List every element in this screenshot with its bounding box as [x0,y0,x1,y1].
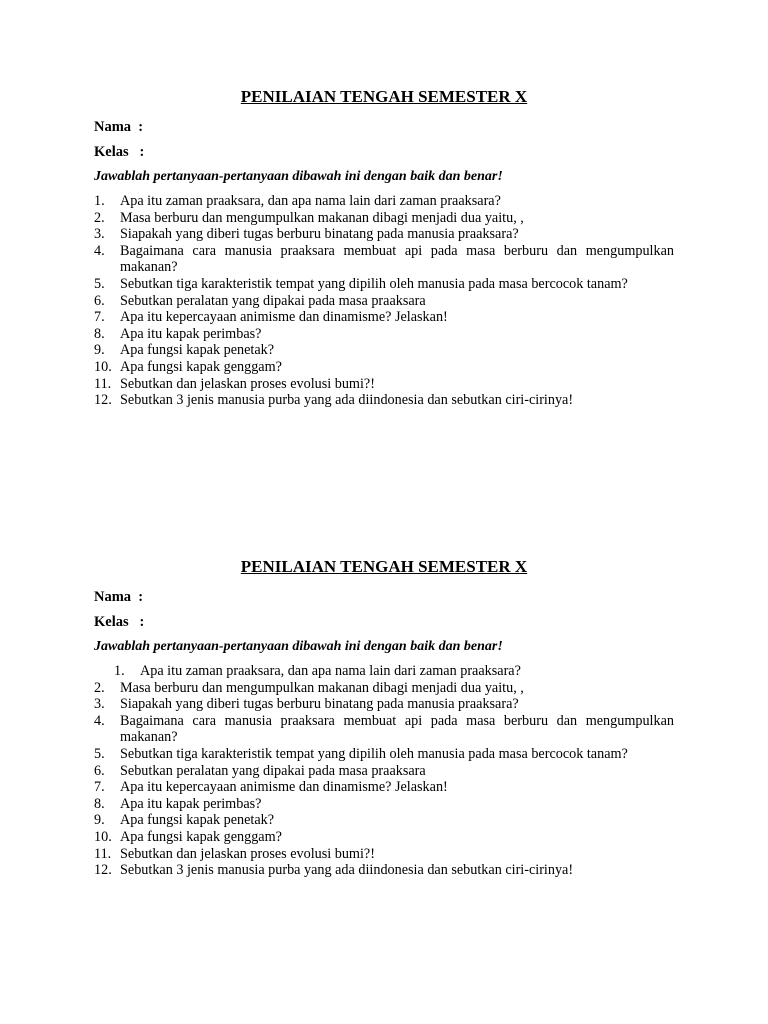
question-text: Bagaimana cara manusia praaksara membuat api pada masa berburu dan mengumpulkan makanan? [120,242,674,276]
question-item [94,376,674,393]
question-item [94,829,674,846]
question-text: Sebutkan dan jelaskan proses evolusi bumi?! [120,845,375,862]
question-item [94,779,674,796]
question-text: Apa fungsi kapak penetak? [120,812,275,829]
class-field-label: Kelas : [94,144,145,160]
question-number: 11. [94,375,112,392]
question-text: Apa fungsi kapak genggam? [120,828,282,845]
question-text: Apa itu kapak perimbas? [120,325,262,342]
question-text: Apa itu zaman praaksara, dan apa nama lain dari zaman praaksara? [120,193,501,209]
question-item [94,326,674,343]
instruction-text: Jawablah pertanyaan-pertanyaan dibawah ini dengan baik dan benar! [94,639,503,654]
question-item [94,243,674,276]
question-item [94,680,674,697]
question-item [94,309,674,326]
question-text: Siapakah yang diberi tugas berburu binatang pada manusia praaksara? [120,226,519,243]
question-number: 6. [94,292,105,309]
question-text: Bagaimana cara manusia praaksara membuat api pada masa berburu dan mengumpulkan makanan? [120,712,674,746]
question-number: 5. [94,745,105,762]
exam-title: PENILAIAN TENGAH SEMESTER X [240,557,528,576]
question-item [94,276,674,293]
question-item [94,392,674,409]
question-number: 11. [94,845,112,862]
question-number: 7. [94,779,105,796]
question-item [94,226,674,243]
question-item [94,663,674,680]
question-number: 7. [94,309,105,326]
question-list [94,663,674,879]
question-text: Masa berburu dan mengumpulkan makanan dibagi menjadi dua yaitu, , [120,209,524,226]
question-number: 4. [94,242,105,259]
question-number: 3. [94,226,105,243]
question-number: 12. [94,862,112,879]
name-field-label: Nama : [94,589,144,605]
question-text: Apa fungsi kapak genggam? [120,358,282,375]
question-number: 6. [94,762,105,779]
instruction-text: Jawablah pertanyaan-pertanyaan dibawah ini dengan baik dan benar! [94,169,503,184]
question-number: 10. [94,358,112,375]
question-item [94,862,674,879]
question-item [94,210,674,227]
question-item [94,293,674,310]
question-text: Sebutkan dan jelaskan proses evolusi bumi?! [120,375,375,392]
question-text: Apa itu kapak perimbas? [120,795,262,812]
question-number: 3. [94,696,105,713]
question-item [94,713,674,746]
question-item [94,796,674,813]
question-number: 8. [94,795,105,812]
question-item [94,812,674,829]
question-number: 9. [94,342,105,359]
question-number: 1. [114,663,125,679]
question-item [94,342,674,359]
question-text: Sebutkan tiga karakteristik tempat yang dipilih oleh manusia pada masa bercocok tanam? [120,745,628,762]
question-text: Apa fungsi kapak penetak? [120,342,275,359]
exam-title: PENILAIAN TENGAH SEMESTER X [240,87,528,106]
question-text: Apa itu kepercayaan animisme dan dinamisme? Jelaskan! [120,779,448,796]
question-text: Sebutkan tiga karakteristik tempat yang dipilih oleh manusia pada masa bercocok tanam? [120,275,628,292]
question-item [94,746,674,763]
question-text: Sebutkan peralatan yang dipakai pada masa praaksara [120,762,426,779]
exam-sheet-bottom [0,556,768,879]
question-text: Siapakah yang diberi tugas berburu binatang pada manusia praaksara? [120,696,519,713]
class-field-label: Kelas : [94,614,145,630]
name-field-label: Nama : [94,119,144,135]
question-number: 8. [94,325,105,342]
question-text: Sebutkan 3 jenis manusia purba yang ada diindonesia dan sebutkan ciri-cirinya! [120,862,574,879]
question-number: 2. [94,209,105,226]
question-number: 12. [94,392,112,409]
question-text: Sebutkan peralatan yang dipakai pada masa praaksara [120,292,426,309]
question-number: 4. [94,712,105,729]
question-number: 2. [94,679,105,696]
exam-sheet-top [0,86,768,409]
question-item [94,193,674,210]
question-text: Masa berburu dan mengumpulkan makanan dibagi menjadi dua yaitu, , [120,679,524,696]
question-text: Apa itu zaman praaksara, dan apa nama lain dari zaman praaksara? [140,663,521,679]
question-item [94,846,674,863]
question-number: 5. [94,275,105,292]
question-number: 1. [94,193,105,209]
question-text: Sebutkan 3 jenis manusia purba yang ada diindonesia dan sebutkan ciri-cirinya! [120,392,574,409]
question-item [94,359,674,376]
question-number: 10. [94,828,112,845]
question-text: Apa itu kepercayaan animisme dan dinamisme? Jelaskan! [120,309,448,326]
question-list [94,193,674,409]
question-item [94,763,674,780]
question-item [94,696,674,713]
question-number: 9. [94,812,105,829]
